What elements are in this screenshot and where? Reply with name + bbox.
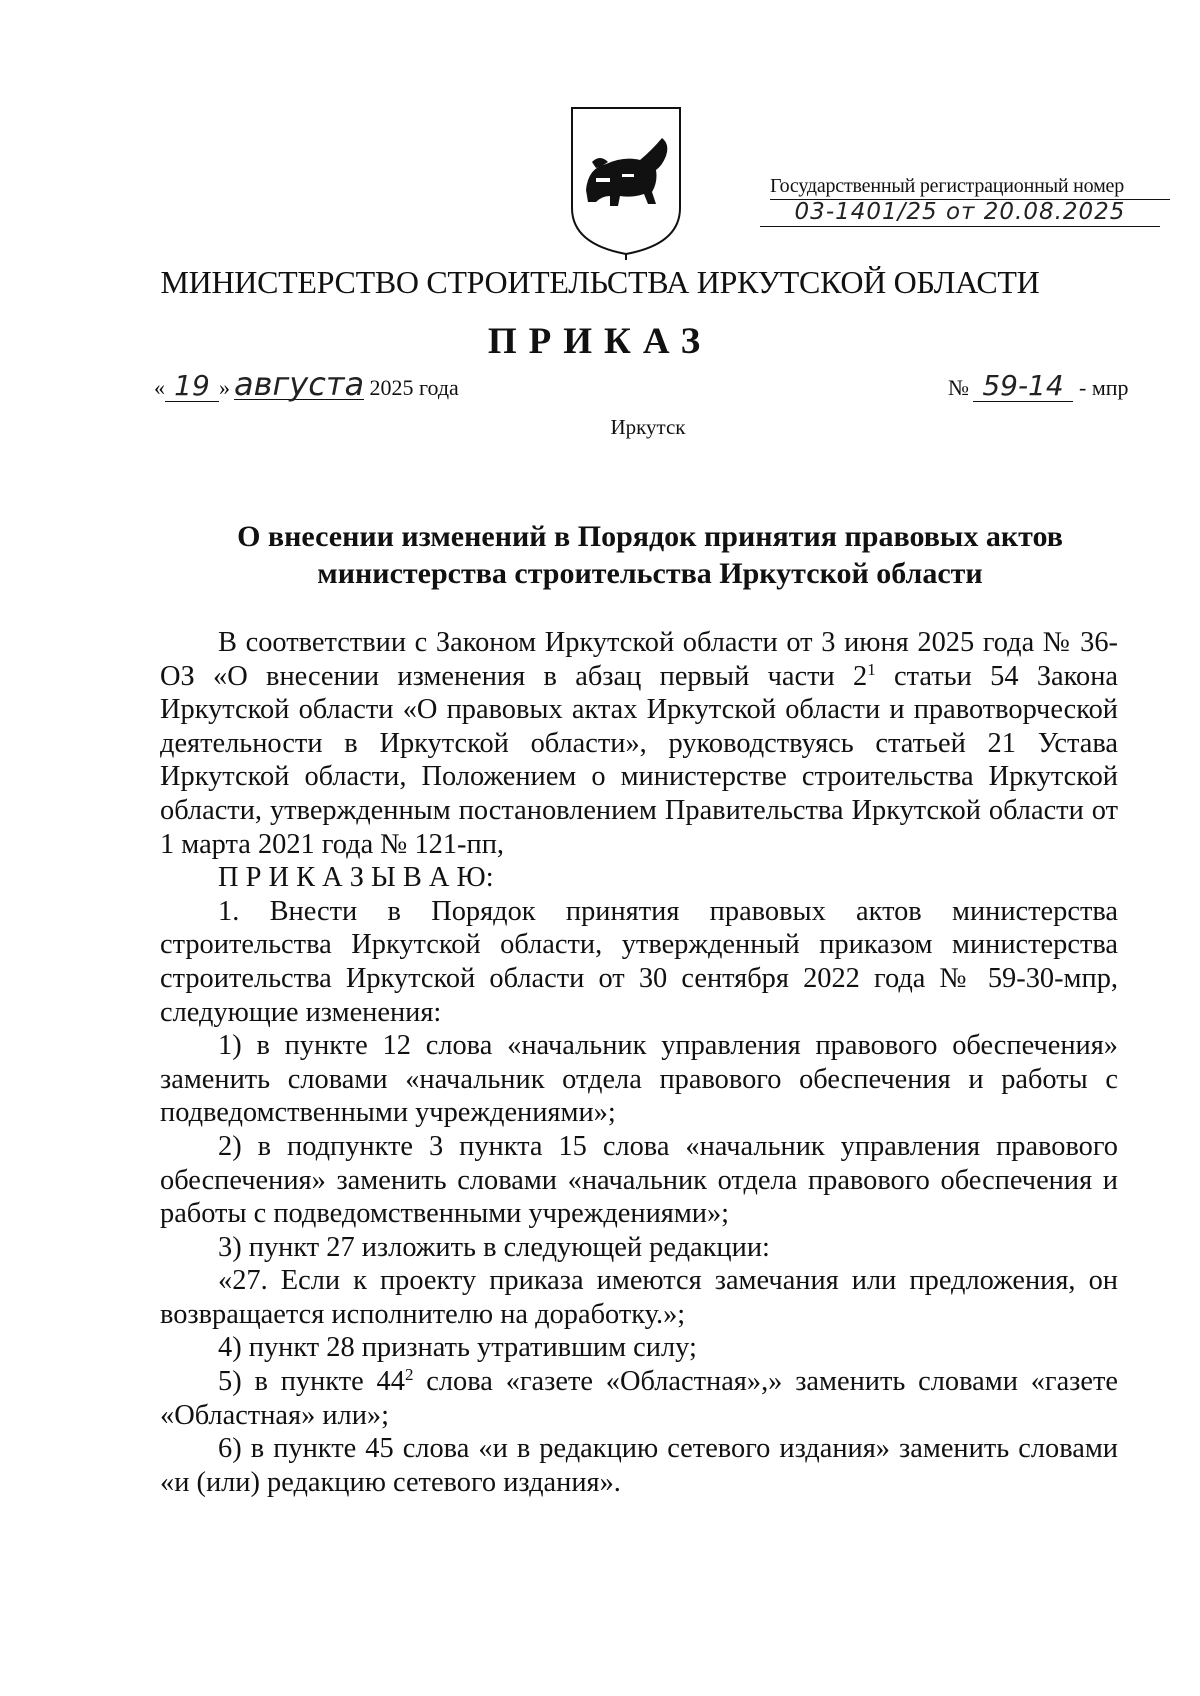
- date-year: 2025 года: [369, 375, 459, 400]
- city: Иркутск: [610, 415, 686, 439]
- subitem-3: 3) пункт 27 изложить в следующей редакции:: [218, 1231, 770, 1263]
- order-word: П Р И К А З Ы В А Ю:: [218, 862, 494, 894]
- document-type-title: ПРИКАЗ: [487, 321, 713, 362]
- irkutsk-coat-of-arms-icon: [566, 104, 686, 262]
- subitem-3-quote: «27. Если к проекту приказа имеются замечания или предложения, он возвращается исполнителю на доработку.»;: [160, 1265, 1118, 1330]
- order-number-handwritten: 59-14: [973, 371, 1073, 402]
- subitem-6: 6) в пункте 45 слова «и в редакцию сетевого издания» заменить словами «и (или) редакцию сетевого издания».: [160, 1433, 1118, 1498]
- subitem-5-superscript: 2: [404, 1365, 414, 1385]
- preamble-paragraph: [160, 626, 1118, 861]
- ministry-name: МИНИСТЕРСТВО СТРОИТЕЛЬСТВА ИРКУТСКОЙ ОБЛАСТИ: [160, 264, 1040, 300]
- date-month-handwritten: августа: [234, 365, 365, 403]
- order-number: [948, 368, 1129, 408]
- registration-label: Государственный регистрационный номер: [770, 174, 1170, 200]
- item-1: 1. Внести в Порядок принятия правовых актов министерства строительства Иркутской области, утвержденный приказом министерства строительства Иркутской области от 30 сентября 2022 года № 59-30-мпр, следующие изменения:: [160, 895, 1118, 1028]
- document-body: [160, 626, 1118, 1499]
- date-open-quote: «: [154, 375, 165, 400]
- preamble-superscript: 1: [867, 659, 876, 679]
- date-close-quote: »: [219, 375, 230, 400]
- registration-number-handwritten: 03-1401/25 от 20.08.2025: [760, 198, 1160, 227]
- number-prefix: №: [948, 375, 969, 400]
- document-subject: О внесении изменений в Порядок принятия правовых актов министерства строительства Иркутской области: [237, 520, 1063, 590]
- subitem-2: 2) в подпункте 3 пункта 15 слова «начальник управления правового обеспечения» заменить словами «начальник отдела правового обеспечения и работы с подведомственными учреждениями»;: [160, 1130, 1118, 1230]
- subitem-1: 1) в пункте 12 слова «начальник управления правового обеспечения» заменить словами «начальник отдела правового обеспечения и работы с подведомственными учреждениями»;: [160, 1030, 1118, 1129]
- subitem-5: [160, 1365, 1118, 1432]
- subitem-4: 4) пункт 28 признать утратившим силу;: [218, 1332, 697, 1364]
- order-date: [154, 365, 459, 408]
- date-day-handwritten: 19: [165, 371, 219, 402]
- subitem-5-text-part2: слова «газете «Областная»,» заменить словами «газете «Областная» или»;: [160, 1366, 1118, 1431]
- number-suffix: - мпр: [1079, 375, 1129, 400]
- preamble-text-part2: статьи 54 Закона Иркутской области «О правовых актах Иркутской области и правотворческой деятельности в Иркутской области», руководствуясь статьей 21 Устава Иркутской области, Положением о министерстве строительства Иркутской области, утвержденным постановлением Правительства Иркутской области от 1 марта 2021 года № 121-пп,: [160, 660, 1118, 860]
- subitem-5-text-part1: 5) в пункте 44: [218, 1366, 405, 1398]
- preamble-text-part1: В соответствии с Законом Иркутской области от 3 июня 2025 года № 36-ОЗ «О внесении изменения в абзац первый части 2: [160, 627, 1118, 692]
